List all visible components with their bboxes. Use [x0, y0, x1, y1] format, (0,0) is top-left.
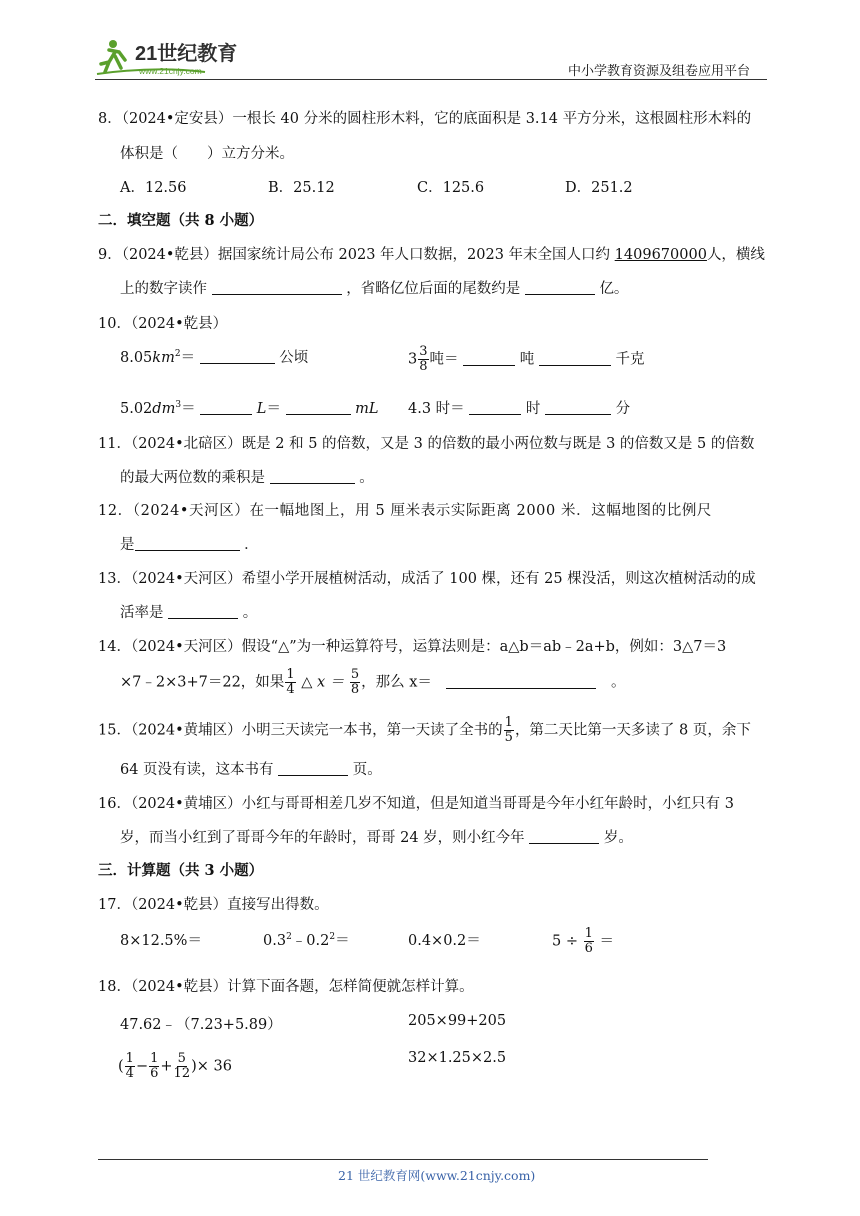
q15-line1: 15．（2024•黄埔区）小明三天读完一本书，第一天读了全书的 $\frac{1}{5}$ ，第二天比第一天多读了 8 页，余下: [98, 715, 751, 745]
header-divider: [95, 79, 767, 80]
logo-url: www.21cnjy.com: [139, 66, 202, 76]
q8-line1: 8．（2024•定安县）一根长 40 分米的圆柱形木料，它的底面积是 3.14 平方分米，这根圆柱形木料的: [98, 111, 752, 127]
q18-expr2: 205×99+205: [408, 1013, 507, 1029]
logo-text: 21世纪教育: [135, 43, 238, 65]
section-calculation: 三．计算题（共 3 小题）: [98, 862, 264, 879]
q10-area: $8.05km^2=$ 公顷: [120, 349, 309, 366]
q9-line2: 上的数字读作 ，省略亿位后面的尾数约是 亿。: [120, 281, 629, 297]
q17-expr1: 8×12.5%＝: [120, 933, 202, 949]
q12-line1: 12．（2024•天河区）在一幅地图上，用 5 厘米表示实际距离 2000 米．这幅地图的比例尺: [98, 503, 713, 519]
q17-expr2: $0.3^2﹣0.2^2=$: [263, 932, 350, 949]
footer-link[interactable]: 21 世纪教育网(www.21cnjy.com): [338, 1168, 536, 1183]
q17-expr4: 5 ÷ $\frac{1}{6}$ ＝: [552, 926, 614, 956]
q10-head: 10．（2024•乾县）: [98, 316, 228, 332]
q8-option-b: B．25.12: [268, 180, 335, 196]
q12-line2: 是 ．: [120, 537, 259, 553]
q8-option-d: D．251.2: [565, 180, 633, 196]
q10-mass: 3 $\frac{3}{8}$ 吨＝ 吨 千克: [408, 344, 645, 374]
q17-head: 17．（2024•乾县）直接写出得数。: [98, 897, 329, 913]
q16-line1: 16．（2024•黄埔区）小红与哥哥相差几岁不知道，但是知道当哥哥是今年小红年龄时，小红只有 3: [98, 796, 734, 812]
q8-option-c: C．125.6: [417, 180, 485, 196]
q14-line2: ×7﹣2×3+7＝22，如果 $\frac{1}{4}$ △ x ＝ $\frac{5}{8}$ ，那么 x＝ 。: [120, 667, 626, 697]
q10-time: 4.3 时＝ 时 分: [408, 401, 631, 417]
platform-name: 中小学教育资源及组卷应用平台: [568, 64, 751, 79]
q18-expr4: 32×1.25×2.5: [408, 1050, 507, 1066]
q9-line1: 9．（2024•乾县）据国家统计局公布 2023 年人口数据，2023 年末全国人口约 1409670000人，横线: [98, 247, 765, 263]
q10-volume: $5.02dm^3= L=$ mL: [120, 400, 379, 417]
q13-line1: 13．（2024•天河区）希望小学开展植树活动，成活了 100 棵，还有 25 棵没活，则这次植树活动的成: [98, 571, 756, 587]
q18-expr3: ( $\frac{1}{4}$ − $\frac{1}{6}$ + $\frac{5}{12}$ )× 36: [118, 1051, 232, 1081]
section-fill-in: 二．填空题（共 8 小题）: [98, 212, 264, 229]
q13-line2: 活率是 。: [120, 605, 258, 621]
q14-line1: 14．（2024•天河区）假设“△”为一种运算符号，运算法则是：a△b＝ab﹣2a+b，例如：3△7＝3: [98, 639, 727, 655]
footer-divider: [98, 1159, 708, 1160]
q8-line2: 体积是（ ）立方分米。: [120, 146, 294, 162]
logo: [95, 36, 260, 80]
q18-expr1: 47.62﹣（7.23+5.89）: [120, 1017, 282, 1033]
q8-option-a: A．12.56: [120, 180, 187, 196]
q11-line1: 11．（2024•北碚区）既是 2 和 5 的倍数，又是 3 的倍数的最小两位数与既是 3 的倍数又是 5 的倍数: [98, 436, 755, 452]
q15-line2: 64 页没有读，这本书有 页。: [120, 762, 382, 778]
q11-line2: 的最大两位数的乘积是 。: [120, 470, 374, 486]
q17-expr3: 0.4×0.2＝: [408, 933, 481, 949]
q18-head: 18．（2024•乾县）计算下面各题，怎样简便就怎样计算。: [98, 979, 474, 995]
q16-line2: 岁，而当小红到了哥哥今年的年龄时，哥哥 24 岁，则小红今年 岁。: [120, 830, 633, 846]
